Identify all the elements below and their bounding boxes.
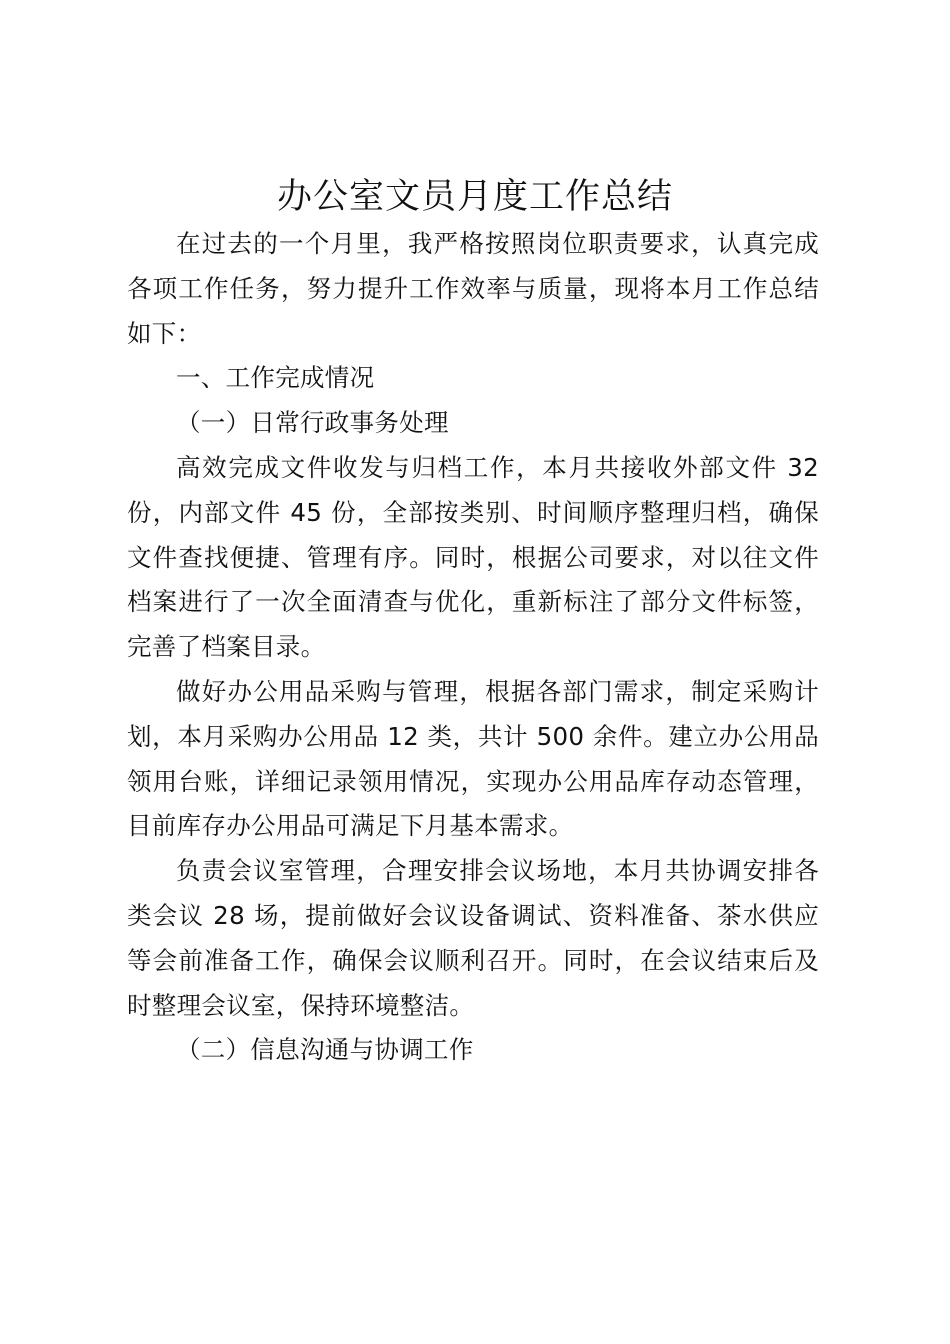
paragraph-meeting-room: 负责会议室管理，合理安排会议场地，本月共协调安排各类会议 28 场，提前做好会议设备调试、资料准备、茶水供应等会前准备工作，确保会议顺利召开。同时，在会议结束后及时整理会议室，保持环境整洁。 — [127, 856, 819, 1020]
paragraph-office-supplies: 做好办公用品采购与管理，根据各部门需求，制定采购计划，本月采购办公用品 12 类，共计 500 余件。建立办公用品领用台账，详细记录领用情况，实现办公用品库存动态管理，目前库存办公用品可满足下月基本需求。 — [127, 676, 819, 841]
paragraph-file-management: 高效完成文件收发与归档工作，本月共接收外部文件 32 份，内部文件 45 份，全部按类别、时间顺序整理归档，确保文件查找便捷、管理有序。同时，根据公司要求，对以往文件档案进行了一次全面清查与优化，重新标注了部分文件标签，完善了档案目录。 — [127, 452, 819, 662]
subsection-heading-admin-affairs: （一）日常行政事务处理 — [176, 408, 449, 438]
document-title: 办公室文员月度工作总结 — [276, 177, 673, 217]
intro-paragraph: 在过去的一个月里，我严格按照岗位职责要求，认真完成各项工作任务，努力提升工作效率与质量，现将本月工作总结如下： — [127, 229, 819, 348]
section-heading-work-completion: 一、工作完成情况 — [176, 363, 375, 393]
subsection-heading-communication: （二）信息沟通与协调工作 — [176, 1035, 474, 1065]
document-body — [127, 222, 819, 1073]
